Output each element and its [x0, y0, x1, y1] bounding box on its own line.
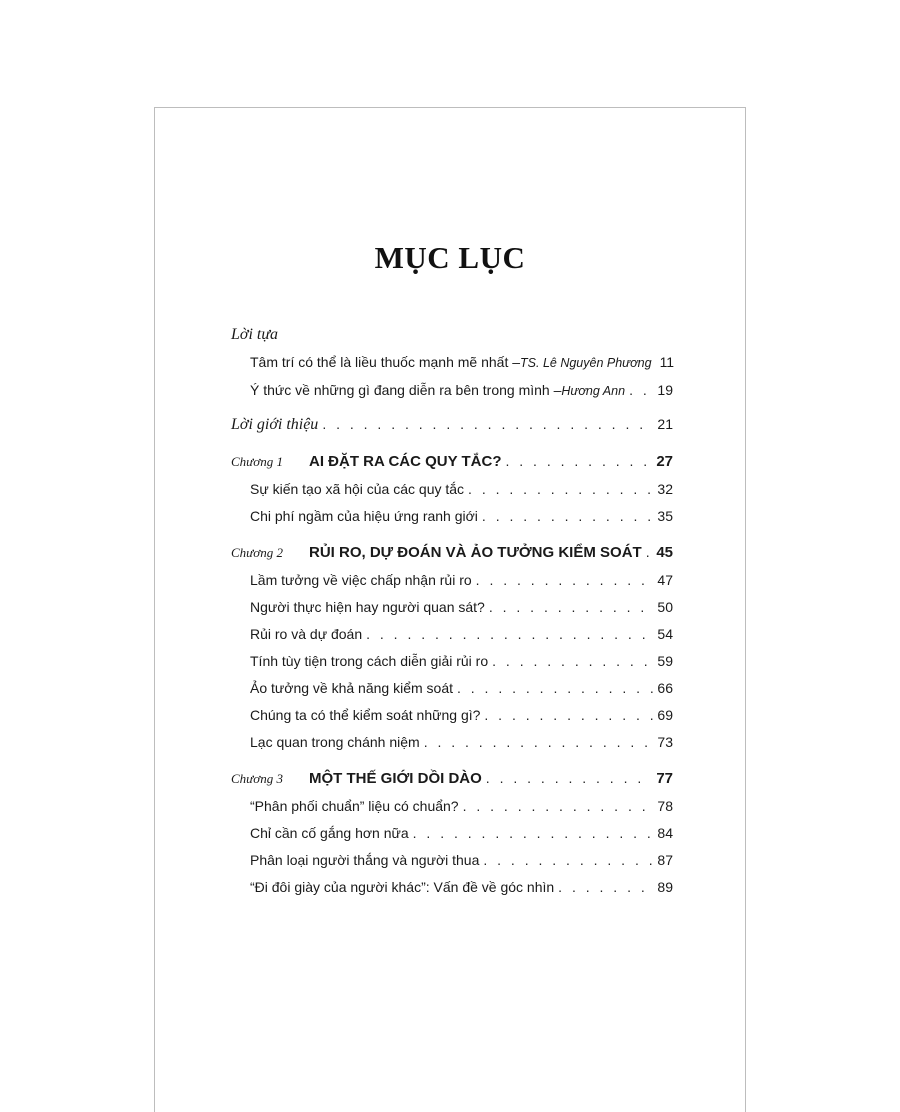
toc-entry-page: 47 — [657, 572, 673, 588]
leader-dots — [492, 653, 653, 669]
toc-entry — [231, 798, 673, 820]
toc-entry-text: Sự kiến tạo xã hội của các quy tắc — [250, 481, 465, 497]
toc-entry-author: Hương Ann — [561, 384, 626, 398]
leader-dots — [489, 599, 654, 615]
toc-entry-text: Rủi ro và dự đoán — [250, 626, 363, 642]
toc-entry-author: TS. Lê Nguyên Phương — [520, 356, 652, 370]
toc-entry-text: Phân loại người thắng và người thua — [250, 852, 480, 868]
toc-entry-page: 54 — [657, 626, 673, 642]
toc-entry-text: “Phân phối chuẩn” liệu có chuẩn? — [250, 798, 459, 814]
toc-entry — [231, 734, 673, 756]
toc-entry — [231, 680, 673, 702]
toc-entry-page: 32 — [657, 481, 673, 497]
toc-entry-page: 59 — [657, 653, 673, 669]
toc-entry — [231, 626, 673, 648]
toc-chapter — [231, 770, 673, 792]
toc-entry-page: 89 — [657, 879, 673, 895]
toc-entry — [231, 653, 673, 675]
toc-entry-text: Tính tùy tiện trong cách diễn giải rủi ro — [250, 653, 489, 669]
toc-chapter — [231, 453, 673, 475]
intro-page: 21 — [657, 416, 673, 432]
toc-entry — [231, 825, 673, 847]
leader-dots — [486, 770, 653, 786]
chapter-label: Chương 2 — [231, 545, 283, 560]
leader-dots — [482, 508, 654, 524]
leader-dots — [457, 680, 653, 696]
toc-entry — [231, 481, 673, 503]
leader-dots — [463, 798, 654, 814]
toc-entry-text: Chúng ta có thể kiểm soát những gì? — [250, 707, 481, 723]
leader-dots — [646, 544, 653, 560]
chapter-label: Chương 3 — [231, 771, 283, 786]
toc-entry-text: “Đi đôi giày của người khác”: Vấn đề về góc nhìn — [250, 879, 555, 895]
toc-entry-page: 69 — [657, 707, 673, 723]
leader-dots — [413, 825, 654, 841]
chapter-page: 77 — [656, 770, 673, 787]
toc-intro — [231, 416, 673, 438]
toc-entry-page: 66 — [657, 680, 673, 696]
toc-entry-page: 19 — [657, 382, 673, 398]
leader-dots — [322, 416, 653, 432]
leader-dots — [558, 879, 653, 895]
leader-dots — [484, 707, 653, 723]
toc-entry-page: 78 — [657, 798, 673, 814]
leader-dots — [506, 453, 653, 469]
intro-heading: Lời giới thiệu — [231, 416, 319, 433]
page-title: MỤC LỤC — [374, 240, 526, 275]
leader-dots — [366, 626, 653, 642]
toc-entry — [231, 354, 673, 376]
leader-dots — [629, 382, 653, 398]
toc-entry-page: 73 — [657, 734, 673, 750]
toc-preface-heading — [231, 326, 673, 348]
leader-dots — [424, 734, 654, 750]
toc-entry — [231, 572, 673, 594]
preface-heading: Lời tựa — [231, 326, 279, 343]
toc-entry-page: 50 — [657, 599, 673, 615]
toc-entry — [231, 852, 673, 874]
toc-entry-page: 35 — [657, 508, 673, 524]
chapter-label: Chương 1 — [231, 454, 283, 469]
leader-dots — [468, 481, 653, 497]
toc-entry-page: 84 — [657, 825, 673, 841]
chapter-page: 27 — [656, 453, 673, 470]
toc-entry-page: 87 — [657, 852, 673, 868]
toc-entry-text: Ý thức về những gì đang diễn ra bên trong mình – — [250, 382, 562, 398]
chapter-title: AI ĐẶT RA CÁC QUY TẮC? — [309, 453, 502, 470]
toc-entry-text: Ảo tưởng về khả năng kiểm soát — [250, 680, 453, 696]
toc-entry — [231, 599, 673, 621]
chapter-title: RỦI RO, DỰ ĐOÁN VÀ ẢO TƯỞNG KIỂM SOÁT — [309, 544, 642, 561]
chapter-page: 45 — [656, 544, 673, 561]
leader-dots — [476, 572, 654, 588]
toc-entry — [231, 382, 673, 404]
toc-entry-text: Tâm trí có thể là liều thuốc mạnh mẽ nhất – — [250, 354, 521, 370]
toc-entry-text: Chỉ cần cố gắng hơn nữa — [250, 825, 409, 841]
toc-entry-text: Người thực hiện hay người quan sát? — [250, 599, 485, 615]
toc-entry — [231, 879, 673, 901]
toc-entry-page: 11 — [659, 354, 675, 370]
leader-dots — [483, 852, 653, 868]
chapter-title: MỘT THẾ GIỚI DỒI DÀO — [309, 770, 482, 787]
toc-entry — [231, 707, 673, 729]
toc-entry-text: Lạc quan trong chánh niệm — [250, 734, 420, 750]
toc-entry-text: Lầm tưởng về việc chấp nhận rủi ro — [250, 572, 472, 588]
toc-entry — [231, 508, 673, 530]
book-page — [154, 107, 746, 1112]
toc-entry-text: Chi phí ngầm của hiệu ứng ranh giới — [250, 508, 478, 524]
toc-chapter — [231, 544, 673, 566]
